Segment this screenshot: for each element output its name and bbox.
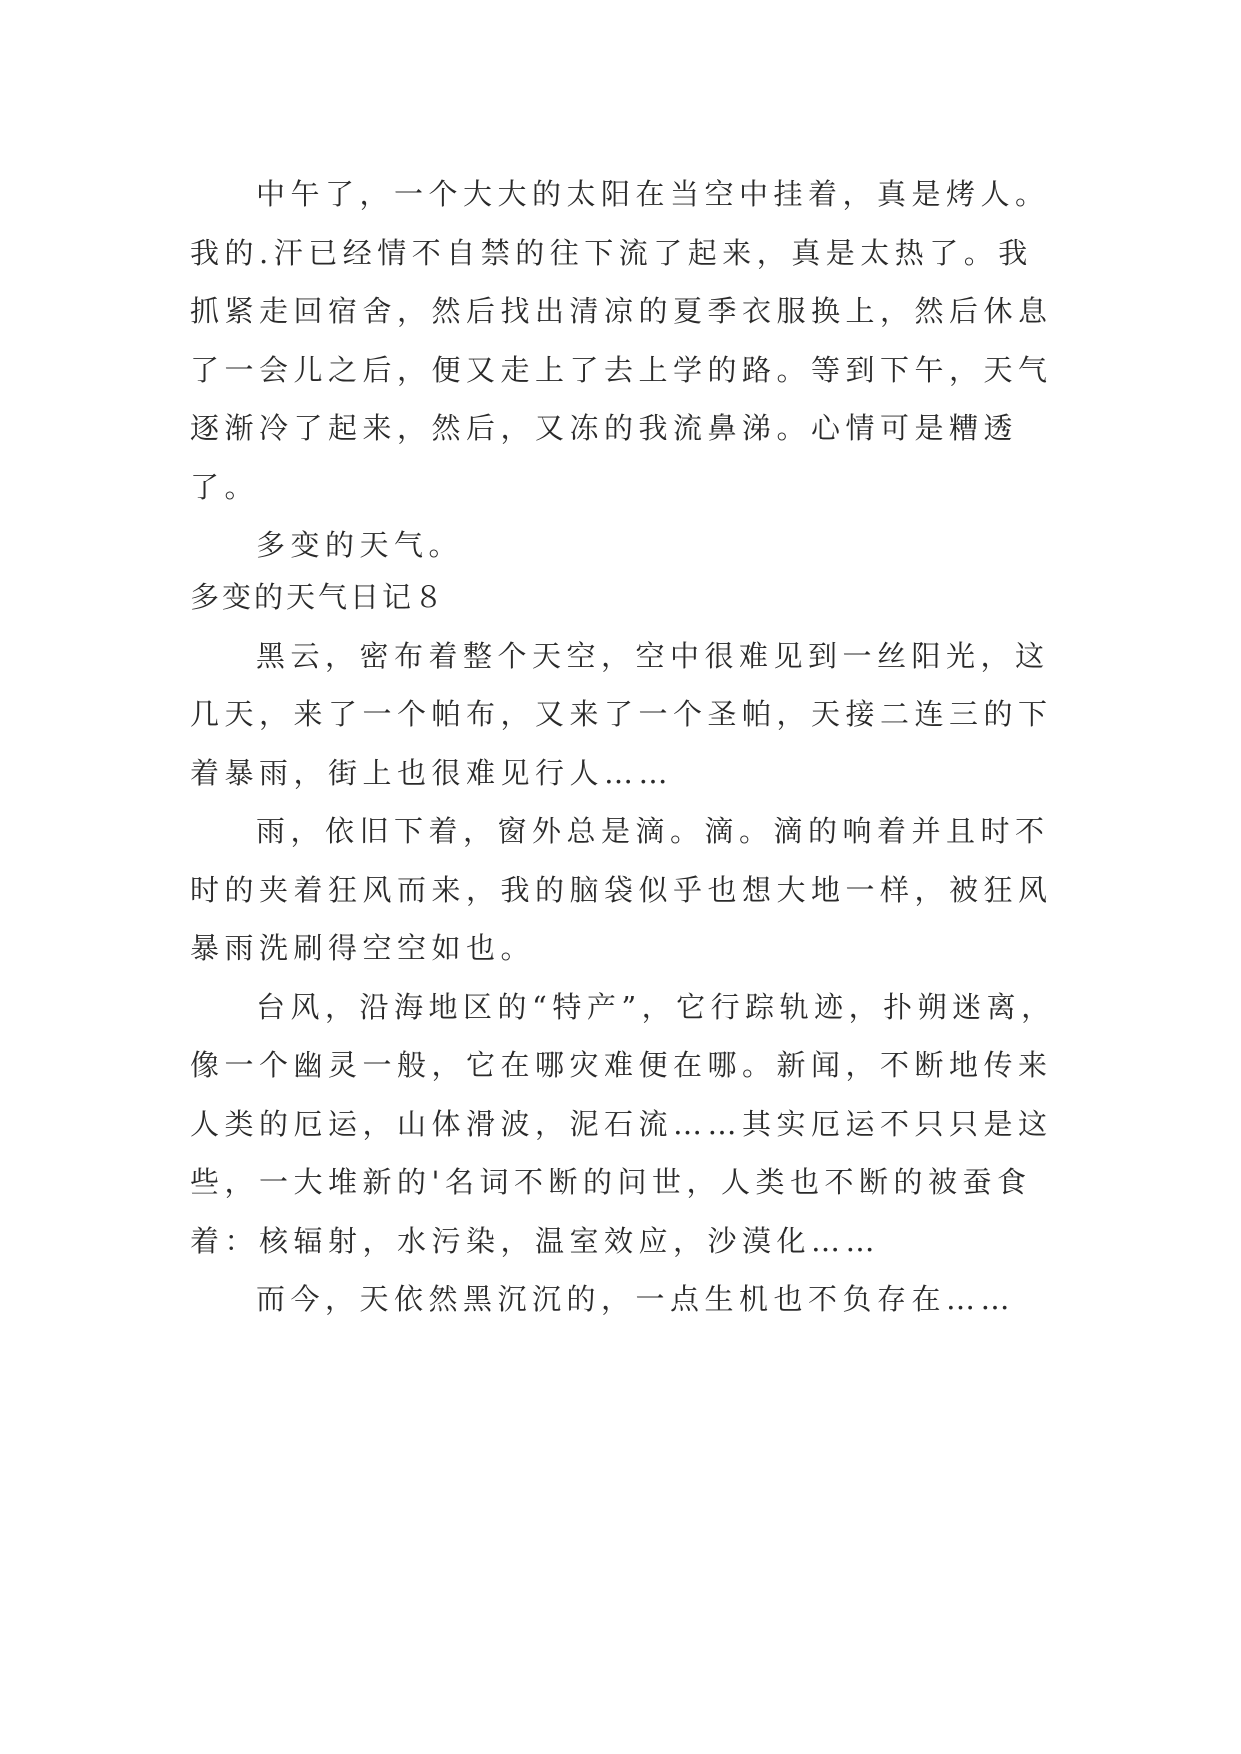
paragraph-dark-clouds: 黑云，密布着整个天空，空中很难见到一丝阳光，这几天，来了一个帕布，又来了一个圣帕，天接二连三的下着暴雨，街上也很难见行人…… [190, 638, 1053, 790]
section-1 [190, 165, 1060, 575]
paragraph-noon-heat: 中午了，一个大大的太阳在当空中挂着，真是烤人。我的.汗已经情不自禁的往下流了起来，真是太热了。我抓紧走回宿舍，然后找出清凉的夏季衣服换上，然后休息了一会儿之后，便又走上了去上学的路。等到下午，天气逐渐冷了起来，然后，又冻的我流鼻涕。心情可是糟透了。 [190, 177, 1053, 504]
section-2 [190, 568, 1060, 1329]
paragraph-now: 而今，天依然黑沉沉的，一点生机也不负存在…… [256, 1282, 1016, 1316]
paragraph-typhoon: 台风，沿海地区的“特产”，它行踪轨迹，扑朔迷离，像一个幽灵一般，它在哪灾难便在哪。新闻，不断地传来人类的厄运，山体滑波，泥石流……其实厄运不只只是这些，一大堆新的'名词不断的问世，人类也不断的被蚕食着：核辐射，水污染，温室效应，沙漠化…… [190, 989, 1056, 1258]
paragraph-rain: 雨，依旧下着，窗外总是滴。滴。滴的响着并且时不时的夹着狂风而来，我的脑袋似乎也想大地一样，被狂风暴雨洗刷得空空如也。 [190, 814, 1053, 965]
paragraph-changing-weather: 多变的天气。 [256, 528, 464, 562]
diary-heading: 多变的天气日记８ [190, 580, 447, 614]
